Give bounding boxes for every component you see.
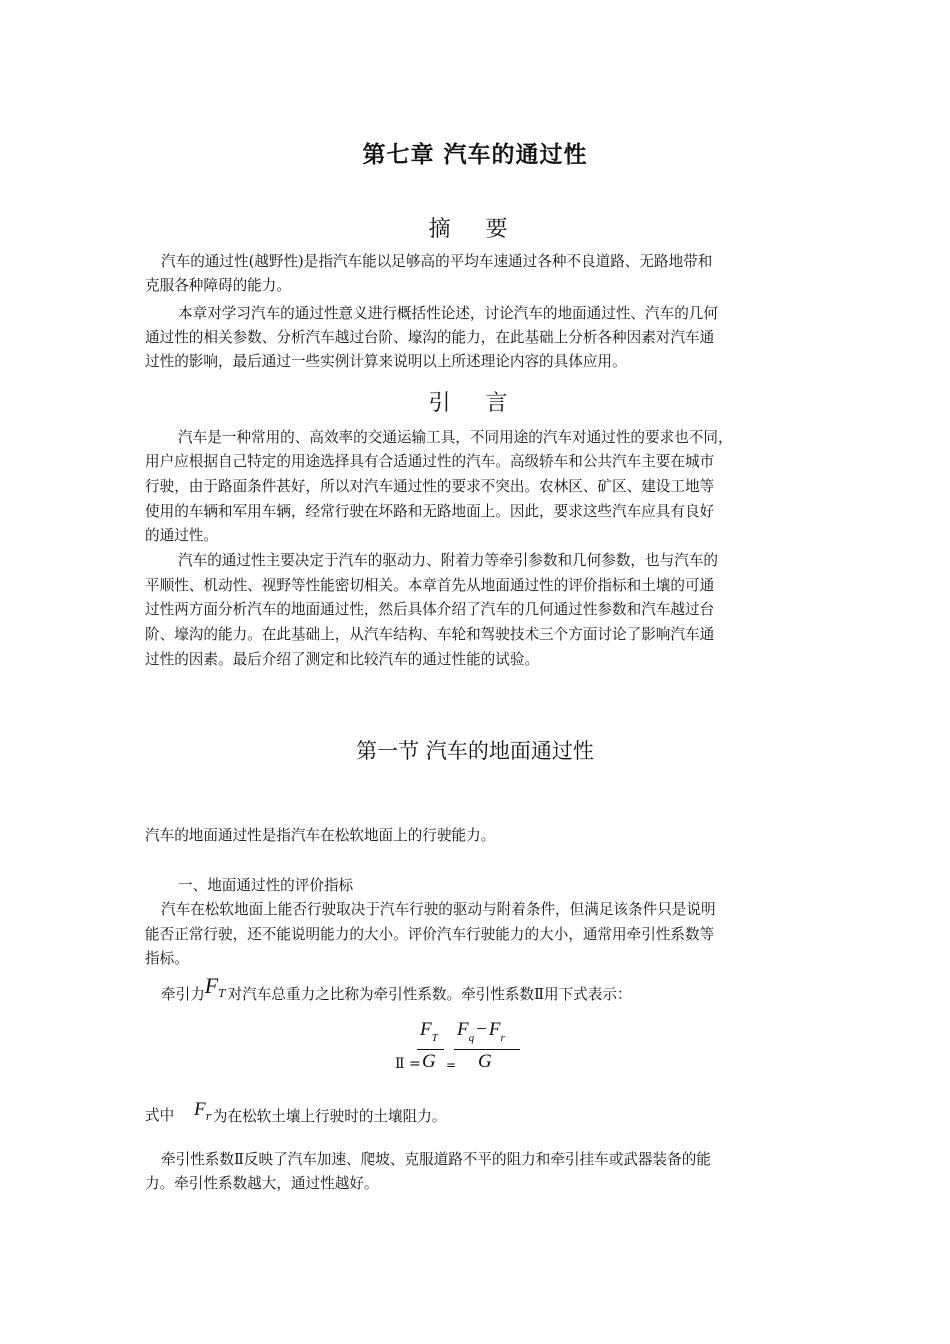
- intro-line: 汽车的通过性主要决定于汽车的驱动力、附着力等牵引参数和几何参数，也与汽车的: [178, 552, 718, 569]
- intro-line: 的通过性。: [145, 527, 218, 544]
- abstract-line: 过性的影响，最后通过一些实例计算来说明以上所述理论内容的具体应用。: [145, 353, 627, 370]
- abstract-line: 本章对学习汽车的通过性意义进行概括性论述，讨论汽车的地面通过性、汽车的几何: [178, 305, 718, 322]
- where-clause: Fr 为在松软土壤上行驶时的土壤阻力。: [194, 1099, 447, 1125]
- section-title: 第一节 汽车的地面通过性: [356, 739, 594, 763]
- intro-line: 过性两方面分析汽车的地面通过性，然后具体介绍了汽车的几何通过性参数和汽车越过台: [145, 601, 715, 618]
- formula-eq-2: =: [446, 1058, 457, 1072]
- symbol-sub-t: T: [218, 987, 226, 1000]
- abstract-line: 通过性的相关参数、分析汽车越过台阶、壕沟的能力，在此基础上分析各种因素对汽车通: [145, 329, 715, 346]
- intro-heading: 引 言: [428, 391, 522, 416]
- traction-prefix: 牵引力: [161, 986, 205, 1003]
- body-line: 力。牵引性系数越大，通过性越好。: [145, 1175, 379, 1192]
- intro-line: 阶、壕沟的能力。在此基础上，从汽车结构、车轮和驾驶技术三个方面讨论了影响汽车通: [145, 626, 715, 643]
- traction-suffix: 对汽车总重力之比称为牵引性系数。牵引性系数Ⅱ用下式表示：: [227, 986, 632, 1003]
- symbol-f: F: [204, 973, 219, 998]
- numerator-1: $F_T$: [420, 1019, 438, 1044]
- intro-line: 行驶，由于路面条件甚好，所以对汽车通过性的要求不突出。农林区、矿区、建设工地等: [145, 478, 715, 495]
- where-prefix: 式中: [145, 1107, 175, 1124]
- fraction-bar-2: [454, 1049, 520, 1050]
- denominator-1: G: [422, 1051, 436, 1072]
- abstract-line: 克服各种障碍的能力。: [145, 277, 291, 294]
- intro-line: 平顺性、机动性、视野等性能密切相关。本章首先从地面通过性的评价指标和土壤的可通: [145, 577, 715, 594]
- abstract-line: 汽车的通过性(越野性)是指汽车能以足够高的平均车速通过各种不良道路、无路地带和: [161, 253, 713, 270]
- body-line: 汽车在松软地面上能否行驶取决于汽车行驶的驱动与附着条件，但满足该条件只是说明: [161, 901, 716, 918]
- abstract-heading: 摘 要: [428, 217, 522, 242]
- intro-line: 过性的因素。最后介绍了测定和比较汽车的通过性能的试验。: [145, 651, 540, 668]
- body-line: 指标。: [145, 950, 189, 967]
- numerator-2: $F_q - F_r$: [457, 1019, 505, 1044]
- denominator-2: G: [478, 1051, 492, 1072]
- subheading: 一、地面通过性的评价指标: [178, 877, 354, 894]
- intro-line: 用户应根据自己特定的用途选择具有合适通过性的汽车。高级轿车和公共汽车主要在城市: [145, 453, 715, 470]
- intro-line: 使用的车辆和军用车辆，经常行驶在坏路和无路地面上。因此，要求这些汽车应具有良好: [145, 503, 715, 520]
- body-line: 牵引性系数Ⅱ反映了汽车加速、爬坡、克服道路不平的阻力和牵引挂车或武器装备的能: [161, 1151, 711, 1168]
- chapter-title: 第七章 汽车的通过性: [362, 141, 588, 168]
- traction-line: [161, 973, 632, 1008]
- formula-lhs: Ⅱ =: [395, 1056, 421, 1072]
- intro-line: 汽车是一种常用的、高效率的交通运输工具，不同用途的汽车对通过性的要求也不同，: [178, 429, 733, 446]
- body-line: 能否正常行驶，还不能说明能力的大小。评价汽车行驶能力的大小，通常用牵引性系数等: [145, 926, 715, 943]
- fraction-bar-1: [417, 1049, 444, 1050]
- section-definition: 汽车的地面通过性是指汽车在松软地面上的行驶能力。: [145, 827, 496, 844]
